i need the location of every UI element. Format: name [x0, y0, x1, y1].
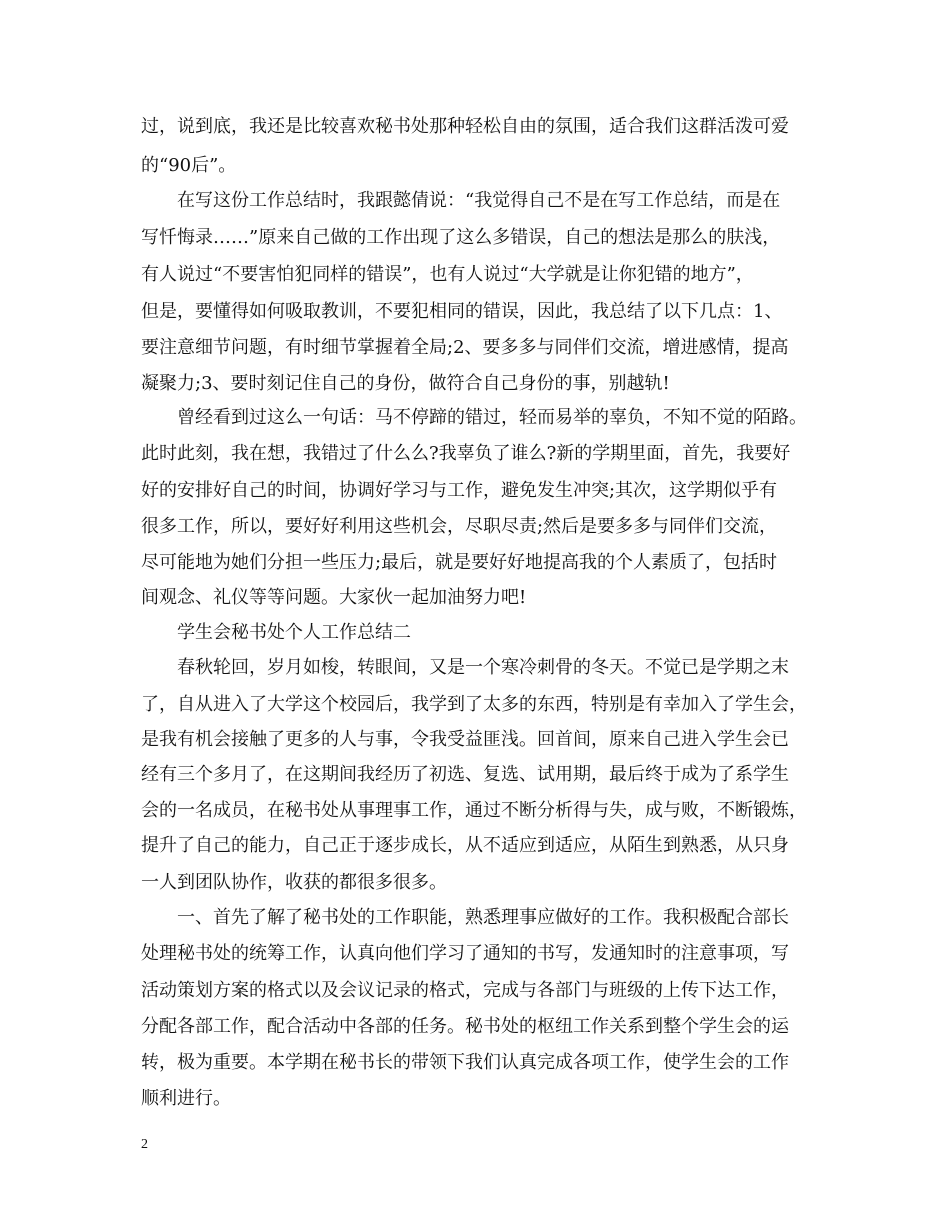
text-line: 尽可能地为她们分担一些压力;最后，就是要好好地提高我的个人素质了，包括时 [141, 552, 778, 573]
text-line: 很多工作，所以，要好好利用这些机会，尽职尽责;然后是要多多与同伴们交流， [141, 516, 778, 537]
text-line: 一人到团队协作，收获的都很多很多。 [141, 872, 447, 893]
text-line: 过，说到底，我还是比较喜欢秘书处那种轻松自由的氛围，适合我们这群活泼可爱 [141, 116, 789, 137]
page-number: 2 [141, 1137, 148, 1152]
text-line: 转，极为重要。本学期在秘书长的带领下我们认真完成各项工作，使学生会的工作 [141, 1052, 789, 1073]
text-line: 一、首先了解了秘书处的工作职能，熟悉理事应做好的工作。我积极配合部长 [177, 907, 789, 928]
text-line: 顺利进行。 [141, 1088, 231, 1109]
text-line: 但是，要懂得如何吸取教训，不要犯相同的错误，因此，我总结了以下几点：1、 [141, 301, 783, 322]
text-line: 有人说过“不要害怕犯同样的错误”，也有人说过“大学就是让你犯错的地方”， [141, 264, 754, 285]
text-line: 是我有机会接触了更多的人与事，令我受益匪浅。回首间，原来自己进入学生会已 [141, 729, 789, 750]
text-line: 会的一名成员，在秘书处从事理事工作，通过不断分析得与失，成与败，不断锻炼， [141, 800, 807, 821]
text-line: 写忏悔录……”原来自己做的工作出现了这么多错误，自己的想法是那么的肤浅， [141, 227, 781, 248]
text-line: 的“90后”。 [141, 155, 237, 176]
text-line: 此时此刻，我在想，我错过了什么么?我辜负了谁么?新的学期里面，首先，我要好 [141, 443, 791, 464]
text-line: 了，自从进入了大学这个校园后，我学到了太多的东西，特别是有幸加入了学生会， [141, 694, 807, 715]
text-line: 分配各部工作，配合活动中各部的任务。秘书处的枢纽工作关系到整个学生会的运 [141, 1016, 789, 1037]
text-line: 凝聚力;3、要时刻记住自己的身份，做符合自己身份的事，别越轨! [141, 373, 670, 394]
text-line: 活动策划方案的格式以及会议记录的格式，完成与各部门与班级的上传下达工作， [141, 980, 789, 1001]
text-line: 处理秘书处的统筹工作，认真向他们学习了通知的书写，发通知时的注意事项，写 [141, 943, 789, 964]
text-line: 要注意细节问题，有时细节掌握着全局;2、要多多与同伴们交流，增进感情，提高 [141, 337, 789, 358]
text-line: 曾经看到过这么一句话：马不停蹄的错过，轻而易举的辜负，不知不觉的陌路。 [177, 407, 807, 428]
text-line: 在写这份工作总结时，我跟懿倩说：“我觉得自己不是在写工作总结，而是在 [177, 190, 781, 211]
text-line: 经有三个多月了，在这期间我经历了初选、复选、试用期，最后终于成为了系学生 [141, 764, 789, 785]
section-heading: 学生会秘书处个人工作总结二 [177, 622, 411, 643]
text-line: 提升了自己的能力，自己正于逐步成长，从不适应到适应，从陌生到熟悉，从只身 [141, 835, 789, 856]
text-line: 间观念、礼仪等等问题。大家伙一起加油努力吧! [141, 587, 527, 608]
text-line: 好的安排好自己的时间，协调好学习与工作，避免发生冲突;其次，这学期似乎有 [141, 480, 778, 501]
text-line: 春秋轮回，岁月如梭，转眼间，又是一个寒冷刺骨的冬天。不觉已是学期之末 [177, 657, 789, 678]
